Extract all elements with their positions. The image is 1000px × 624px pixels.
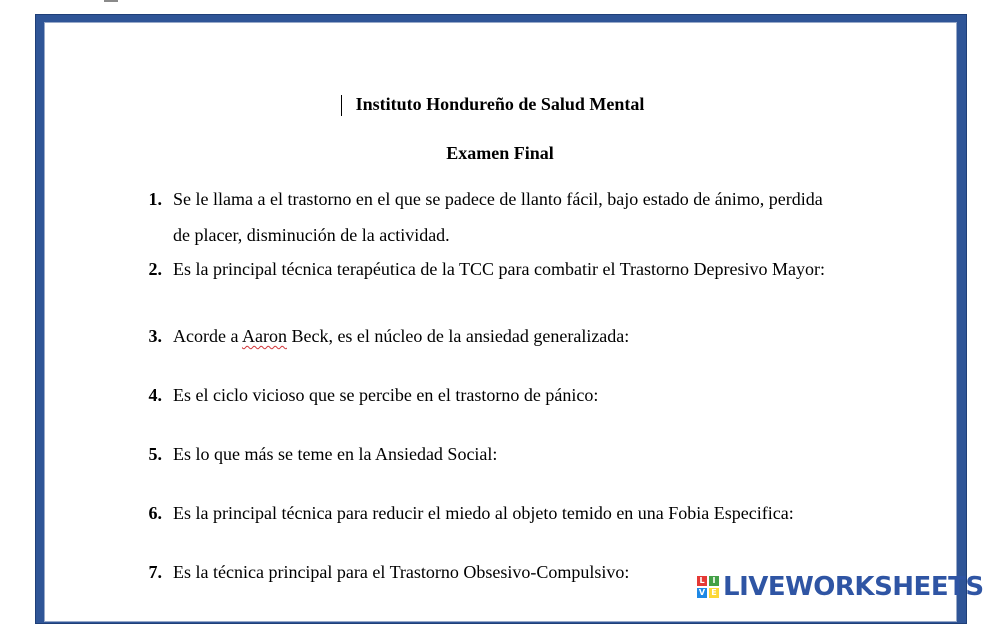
question-3-suffix: Beck, es el núcleo de la ansiedad generalizada: [286,326,630,346]
question-2-number: 2. [148,259,162,279]
question-6-text: Es la principal técnica para reducir el miedo al objeto temido en una Fobia Especifica: [173,503,794,523]
liveworksheets-logo-icon [697,576,719,598]
logo-letter-e: E [709,588,719,598]
top-strip [0,0,1000,14]
question-5-text: Es lo que más se teme en la Ansiedad Social: [173,444,498,464]
spellcheck-word[interactable]: Aaron [241,326,287,346]
question-2-text: Es la principal técnica terapéutica de la TCC para combatir el Trastorno Depresivo Mayor: [173,259,825,279]
question-5-number: 5. [148,444,162,464]
toolbar-mark [104,0,118,2]
watermark-text: LIVEWORKSHEETS [723,572,984,602]
logo-letter-l: L [697,576,707,586]
question-3-prefix: Acorde a [173,326,242,346]
question-1-text: Se le llama a el trastorno en el que se padece de llanto fácil, bajo estado de ánimo, perdida [173,189,823,209]
logo-letter-i: I [709,576,719,586]
question-3-text [173,326,629,347]
question-6-number: 6. [148,503,162,523]
question-3-number: 3. [148,326,162,346]
question-1-number: 1. [148,189,162,209]
question-7-text: Es la técnica principal para el Trastorno Obsesivo-Compulsivo: [173,562,630,582]
logo-letter-v: V [698,588,706,597]
question-4-text: Es el ciclo vicioso que se percibe en el trastorno de pánico: [173,385,599,405]
liveworksheets-watermark [697,570,984,604]
exam-title: Examen Final [446,143,554,163]
institution-title: Instituto Hondureño de Salud Mental [355,94,645,114]
question-1-text-continued: de placer, disminución de la actividad. [173,225,450,245]
question-4-number: 4. [148,385,162,405]
question-7-number: 7. [148,562,162,582]
